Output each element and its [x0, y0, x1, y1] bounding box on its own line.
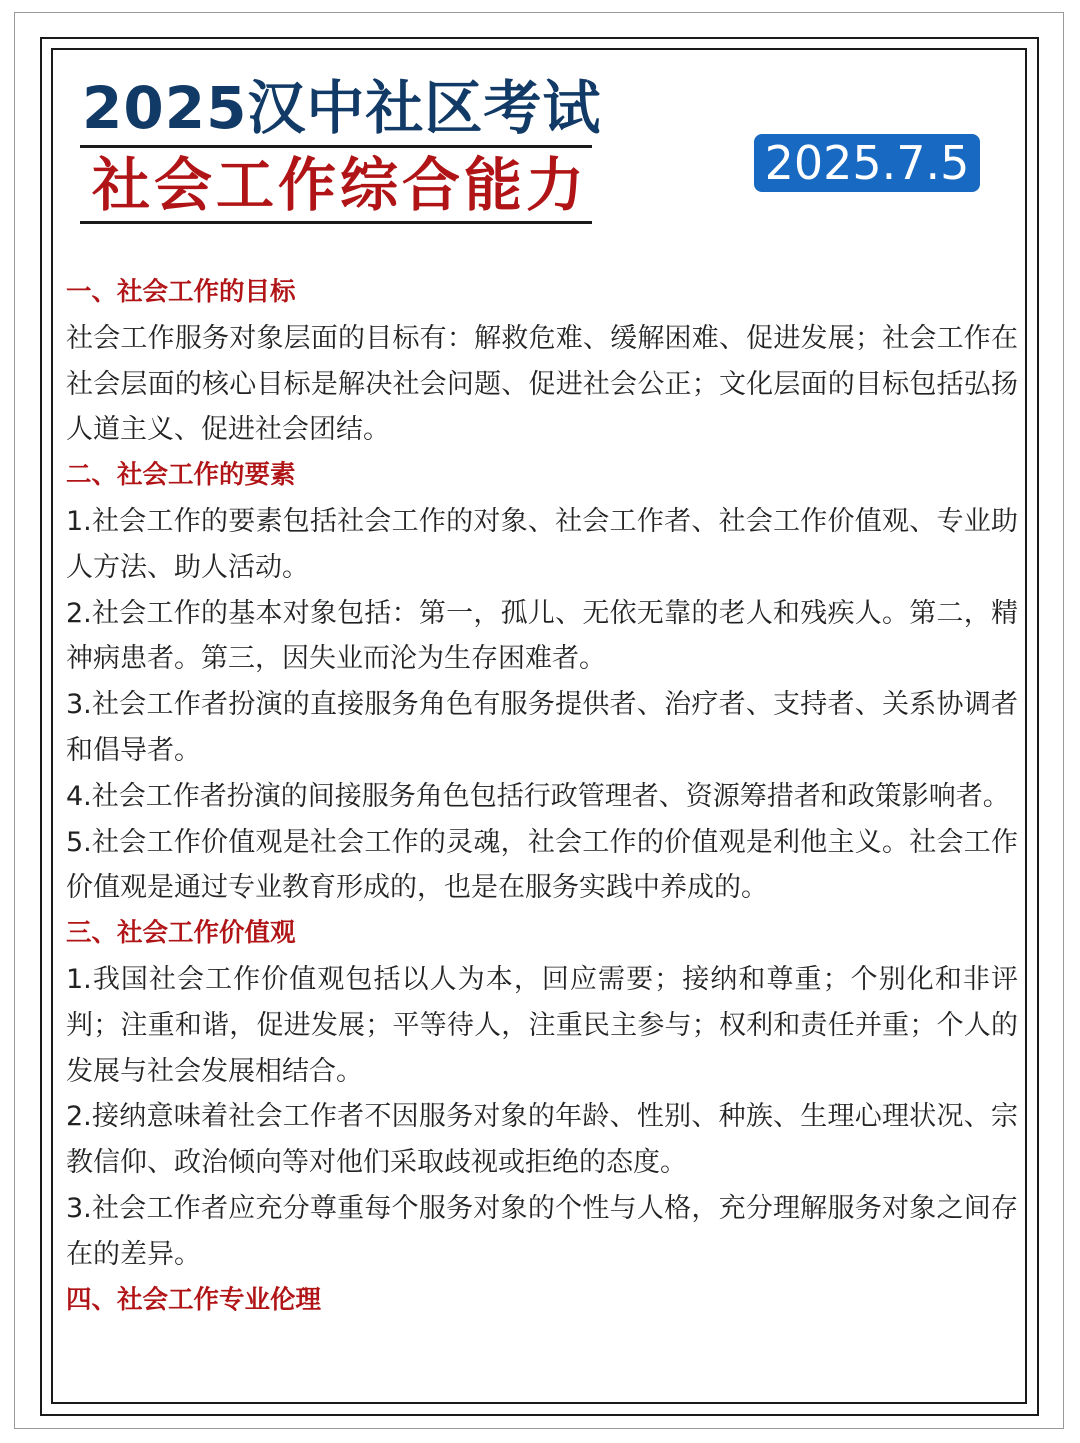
section-heading: 一、社会工作的目标 [66, 277, 296, 307]
paragraph: 1.社会工作的要素包括社会工作的对象、社会工作者、社会工作价值观、专业助人方法、助人活动。 [66, 505, 1018, 583]
title-line-2: 社会工作综合能力 [92, 151, 589, 219]
paragraph: 1.我国社会工作价值观包括以人为本，回应需要；接纳和尊重；个别化和非评判；注重和谐，促进发展；平等待人，注重民主参与；权利和责任并重；个人的发展与社会发展相结合。 [66, 963, 1018, 1087]
paragraph: 5.社会工作价值观是社会工作的灵魂，社会工作的价值观是利他主义。社会工作价值观是通过专业教育形成的，也是在服务实践中养成的。 [66, 826, 1018, 904]
title-divider [80, 145, 592, 148]
title-line-1: 2025汉中社区考试 [82, 74, 602, 142]
section-heading: 四、社会工作专业伦理 [66, 1284, 322, 1315]
paragraph: 社会工作服务对象层面的目标有：解救危难、缓解困难、促进发展；社会工作在社会层面的核心目标是解决社会问题、促进社会公正；文化层面的目标包括弘扬人道主义、促进社会团结。 [66, 322, 1018, 446]
section-heading: 三、社会工作价值观 [66, 918, 296, 949]
paragraph: 3.社会工作者扮演的直接服务角色有服务提供者、治疗者、支持者、关系协调者和倡导者。 [66, 689, 1018, 766]
title-underline [80, 221, 592, 224]
paragraph: 2.社会工作的基本对象包括：第一，孤儿、无依无靠的老人和残疾人。第二，精神病患者。第三，因失业而沦为生存困难者。 [66, 597, 1018, 675]
paragraph: 2.接纳意味着社会工作者不因服务对象的年龄、性别、种族、生理心理状况、宗教信仰、政治倾向等对他们采取歧视或拒绝的态度。 [66, 1101, 1018, 1179]
paragraph: 3.社会工作者应充分尊重每个服务对象的个性与人格，充分理解服务对象之间存在的差异。 [66, 1192, 1018, 1270]
date-badge: 2025.7.5 [754, 134, 980, 192]
paragraph: 4.社会工作者扮演的间接服务角色包括行政管理者、资源筹措者和政策影响者。 [66, 780, 1010, 812]
content-body [66, 270, 1018, 1323]
section-heading: 二、社会工作的要素 [66, 460, 296, 491]
